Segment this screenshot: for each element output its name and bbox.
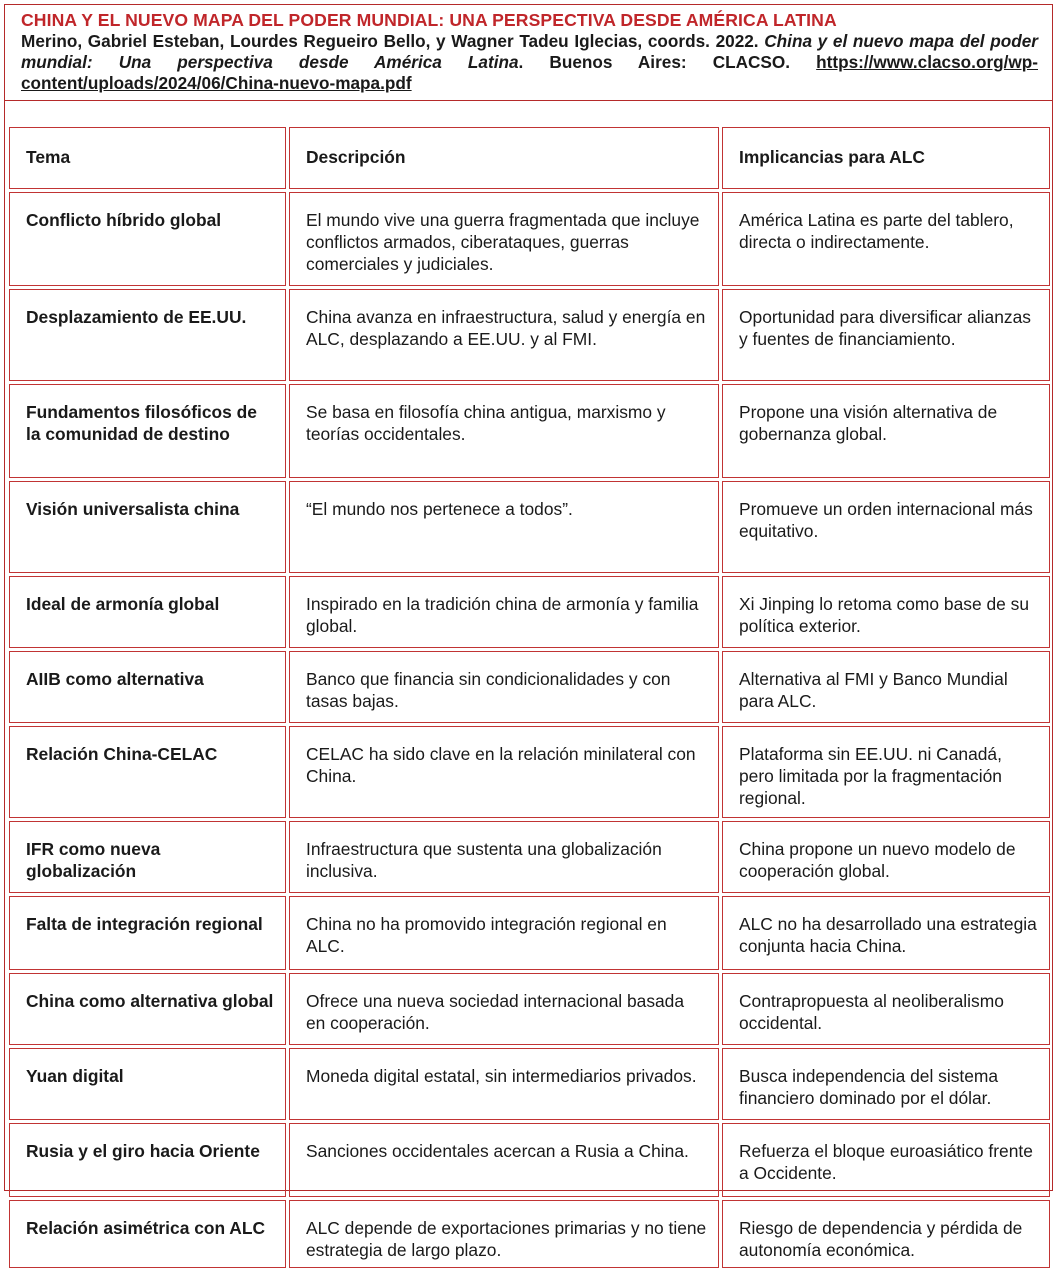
cell-descripcion: China no ha promovido integración regional en ALC. [289, 896, 719, 970]
table-row [9, 821, 1050, 893]
cell-implicancias: Propone una visión alternativa de gobernanza global. [722, 384, 1050, 478]
cell-tema: Fundamentos filosóficos de la comunidad de destino [9, 384, 286, 478]
cell-tema: Yuan digital [9, 1048, 286, 1120]
cell-descripcion: China avanza en infraestructura, salud y energía en ALC, desplazando a EE.UU. y al FMI. [289, 289, 719, 381]
table-row [9, 192, 1050, 286]
cell-descripcion: Banco que financia sin condicionalidades y con tasas bajas. [289, 651, 719, 723]
table-row [9, 973, 1050, 1045]
column-header-implicancias: Implicancias para ALC [722, 127, 1050, 189]
table-header-row [9, 127, 1050, 189]
cell-tema: Falta de integración regional [9, 896, 286, 970]
column-header-tema: Tema [9, 127, 286, 189]
table-row [9, 1200, 1050, 1268]
cell-implicancias: Plataforma sin EE.UU. ni Canadá, pero limitada por la fragmentación regional. [722, 726, 1050, 818]
summary-table [6, 124, 1053, 1271]
cell-tema: Rusia y el giro hacia Oriente [9, 1123, 286, 1197]
cell-descripcion: ALC depende de exportaciones primarias y no tiene estrategia de largo plazo. [289, 1200, 719, 1268]
citation-authors: Merino, Gabriel Esteban, Lourdes Regueiro Bello, y Wagner Tadeu Iglecias, coords. 2022. [21, 31, 759, 51]
source-link[interactable]: https://www.clacso.org/wp-content/uploads/2024/06/China-nuevo-mapa.pdf [21, 52, 1038, 93]
table-row [9, 1048, 1050, 1120]
cell-implicancias: Promueve un orden internacional más equitativo. [722, 481, 1050, 573]
cell-implicancias: Xi Jinping lo retoma como base de su política exterior. [722, 576, 1050, 648]
cell-implicancias: Oportunidad para diversificar alianzas y fuentes de financiamiento. [722, 289, 1050, 381]
table-row [9, 651, 1050, 723]
cell-tema: Ideal de armonía global [9, 576, 286, 648]
cell-descripcion: El mundo vive una guerra fragmentada que incluye conflictos armados, ciberataques, guerras comerciales y judiciales. [289, 192, 719, 286]
cell-descripcion: Ofrece una nueva sociedad internacional basada en cooperación. [289, 973, 719, 1045]
cell-tema: AIIB como alternativa [9, 651, 286, 723]
cell-descripcion: Sanciones occidentales acercan a Rusia a China. [289, 1123, 719, 1197]
citation-book-title: China y el nuevo mapa del poder mundial: Una perspectiva desde América Latina [21, 31, 1038, 72]
document-title: CHINA Y EL NUEVO MAPA DEL PODER MUNDIAL: UNA PERSPECTIVA DESDE AMÉRICA LATINA [21, 10, 837, 30]
cell-tema: Conflicto híbrido global [9, 192, 286, 286]
citation-publisher: . Buenos Aires: CLACSO. [518, 52, 791, 72]
table-row [9, 1123, 1050, 1197]
cell-implicancias: China propone un nuevo modelo de cooperación global. [722, 821, 1050, 893]
cell-implicancias: Riesgo de dependencia y pérdida de autonomía económica. [722, 1200, 1050, 1268]
cell-implicancias: Busca independencia del sistema financiero dominado por el dólar. [722, 1048, 1050, 1120]
citation [21, 31, 1038, 94]
cell-descripcion: Se basa en filosofía china antigua, marxismo y teorías occidentales. [289, 384, 719, 478]
cell-implicancias: Alternativa al FMI y Banco Mundial para ALC. [722, 651, 1050, 723]
cell-descripcion: Moneda digital estatal, sin intermediarios privados. [289, 1048, 719, 1120]
table-row [9, 896, 1050, 970]
cell-implicancias: América Latina es parte del tablero, directa o indirectamente. [722, 192, 1050, 286]
citation-header [5, 5, 1052, 101]
table-row [9, 481, 1050, 573]
table-row [9, 726, 1050, 818]
cell-implicancias: Contrapropuesta al neoliberalismo occidental. [722, 973, 1050, 1045]
cell-descripcion: CELAC ha sido clave en la relación minilateral con China. [289, 726, 719, 818]
cell-implicancias: Refuerza el bloque euroasiático frente a Occidente. [722, 1123, 1050, 1197]
cell-descripcion: Infraestructura que sustenta una globalización inclusiva. [289, 821, 719, 893]
document-frame [4, 4, 1053, 1260]
table-row [9, 289, 1050, 381]
column-header-descripcion: Descripción [289, 127, 719, 189]
table-row [9, 576, 1050, 648]
cell-descripcion: Inspirado en la tradición china de armonía y familia global. [289, 576, 719, 648]
cell-descripcion: “El mundo nos pertenece a todos”. [289, 481, 719, 573]
cell-implicancias: ALC no ha desarrollado una estrategia conjunta hacia China. [722, 896, 1050, 970]
cell-tema: Relación asimétrica con ALC [9, 1200, 286, 1268]
cell-tema: IFR como nueva globalización [9, 821, 286, 893]
cell-tema: Desplazamiento de EE.UU. [9, 289, 286, 381]
cell-tema: Relación China-CELAC [9, 726, 286, 818]
cell-tema: Visión universalista china [9, 481, 286, 573]
cell-tema: China como alternativa global [9, 973, 286, 1045]
table-row [9, 384, 1050, 478]
